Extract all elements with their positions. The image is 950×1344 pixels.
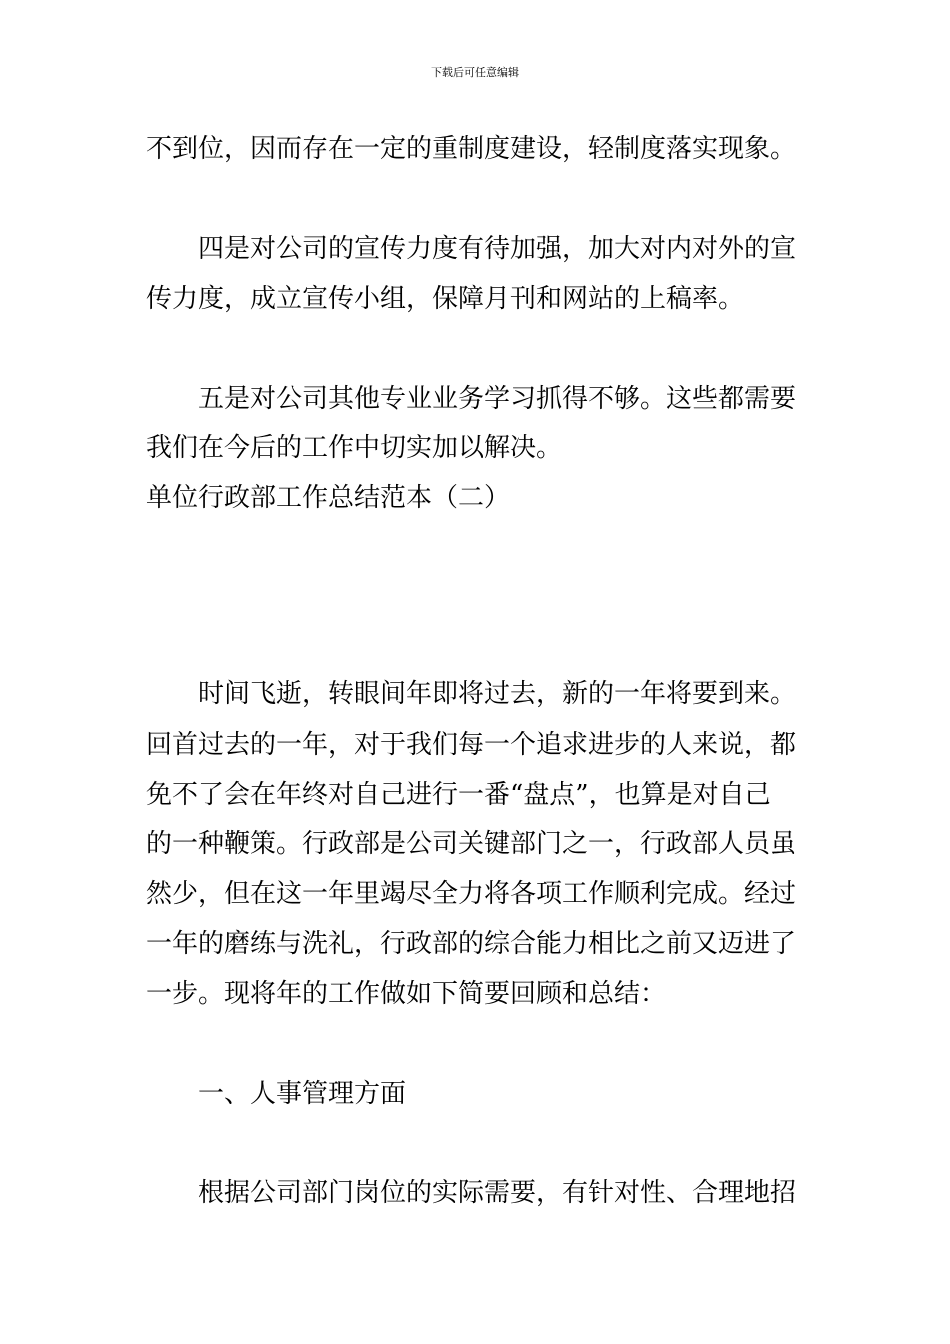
text-line: 不到位，因而存在一定的重制度建设，轻制度落实现象。 [146,134,797,164]
text-line: 五是对公司其他专业业务学习抓得不够。这些都需要 [198,384,797,414]
page-header: 下载后可任意编辑 [431,66,519,79]
text-line: 一年的磨练与洗礼，行政部的综合能力相比之前又迈进了 [146,929,797,959]
text-line: 四是对公司的宣传力度有待加强，加大对内对外的宣 [198,234,797,264]
section-title: 单位行政部工作总结范本（二） [146,483,511,513]
text-line: 时间飞逝，转眼间年即将过去，新的一年将要到来。 [198,679,797,709]
text-line: 然少，但在这一年里竭尽全力将各项工作顺利完成。经过 [146,879,797,909]
subsection-heading: 一、人事管理方面 [198,1079,407,1109]
text-line: 根据公司部门岗位的实际需要，有针对性、合理地招 [198,1178,797,1208]
text-line: 传力度，成立宣传小组，保障月刊和网站的上稿率。 [146,284,745,314]
text-line: 回首过去的一年，对于我们每一个追求进步的人来说，都 [146,730,797,760]
text-line: 我们在今后的工作中切实加以解决。 [146,433,563,463]
text-line: 一步。现将年的工作做如下简要回顾和总结： [146,979,667,1009]
text-line: 免不了会在年终对自己进行一番“盘点”，也算是对自己 [146,780,771,810]
text-line: 的一种鞭策。行政部是公司关键部门之一，行政部人员虽 [146,829,797,859]
